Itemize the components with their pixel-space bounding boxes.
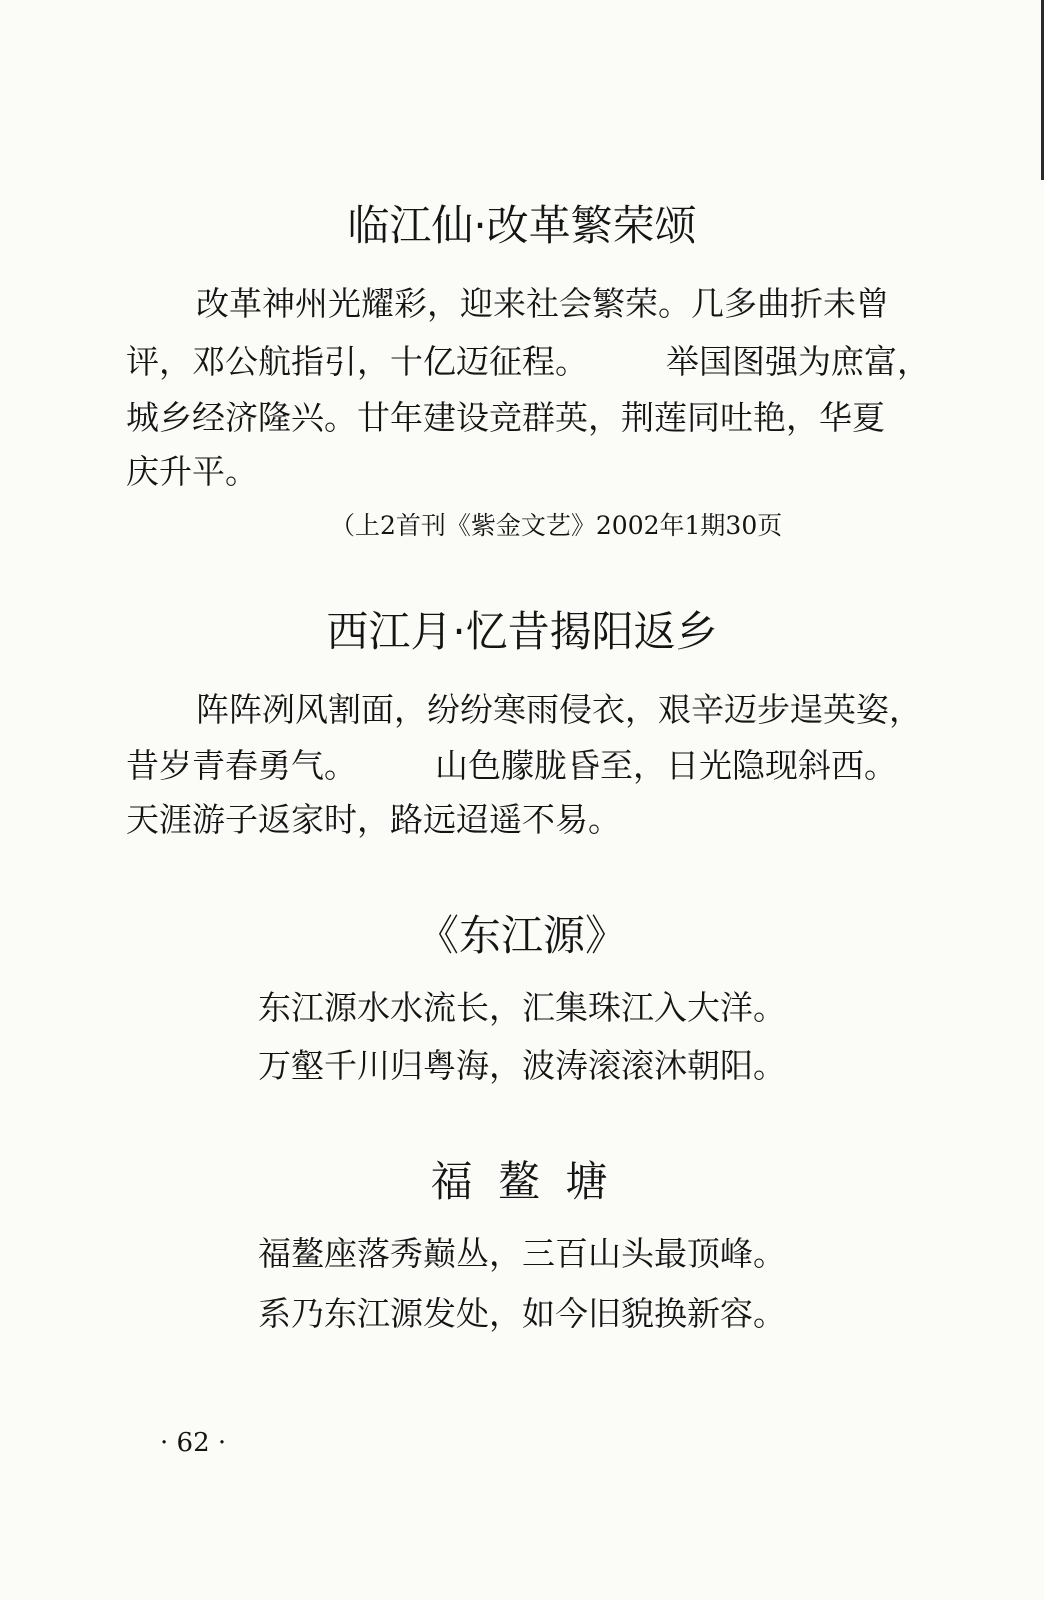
poem2-title: 西江月·忆昔揭阳返乡	[326, 607, 718, 656]
poem1-title: 临江仙·改革繁荣颂	[347, 201, 697, 250]
poem1-line-4: 庆升平。	[126, 452, 258, 491]
poem2-line-2a: 昔岁青春勇气。	[126, 746, 357, 785]
poem1-line-1: 改革神州光耀彩，迎来社会繁荣。几多曲折未曾	[196, 284, 889, 323]
poem2-line-1: 阵阵冽风割面，纷纷寒雨侵衣，艰辛迈步逞英姿，	[196, 690, 922, 729]
poem2-line-2b: 山色朦胧昏至，日光隐现斜西。	[435, 746, 897, 785]
poem1-line-2a: 评，邓公航指引，十亿迈征程。	[126, 342, 588, 381]
poem3-line-1: 东江源水水流长，汇集珠江入大洋。	[258, 988, 786, 1027]
poem3-line-2: 万壑千川归粤海，波涛滚滚沐朝阳。	[258, 1046, 786, 1085]
poem1-line-2b: 举国图强为庶富，	[666, 342, 930, 381]
poem1-line-2	[126, 342, 936, 382]
poem3-title: 《东江源》	[416, 911, 627, 960]
poem1-source-note: （上2首刊《紫金文艺》2002年1期30页	[330, 511, 783, 540]
poem4-line-1: 福鳌座落秀巅丛，三百山头最顶峰。	[258, 1234, 786, 1273]
poem2-line-3: 天涯游子返家时，路远迢遥不易。	[126, 800, 621, 839]
poem4-line-2: 系乃东江源发处，如今旧貌换新容。	[258, 1294, 786, 1333]
poem4-title: 福 鳌 塘	[430, 1157, 614, 1206]
poem2-line-2	[126, 746, 936, 786]
page-number: · 62 ·	[160, 1428, 227, 1458]
poem1-line-3: 城乡经济隆兴。廿年建设竞群英，荆莲同吐艳，华夏	[126, 398, 885, 437]
